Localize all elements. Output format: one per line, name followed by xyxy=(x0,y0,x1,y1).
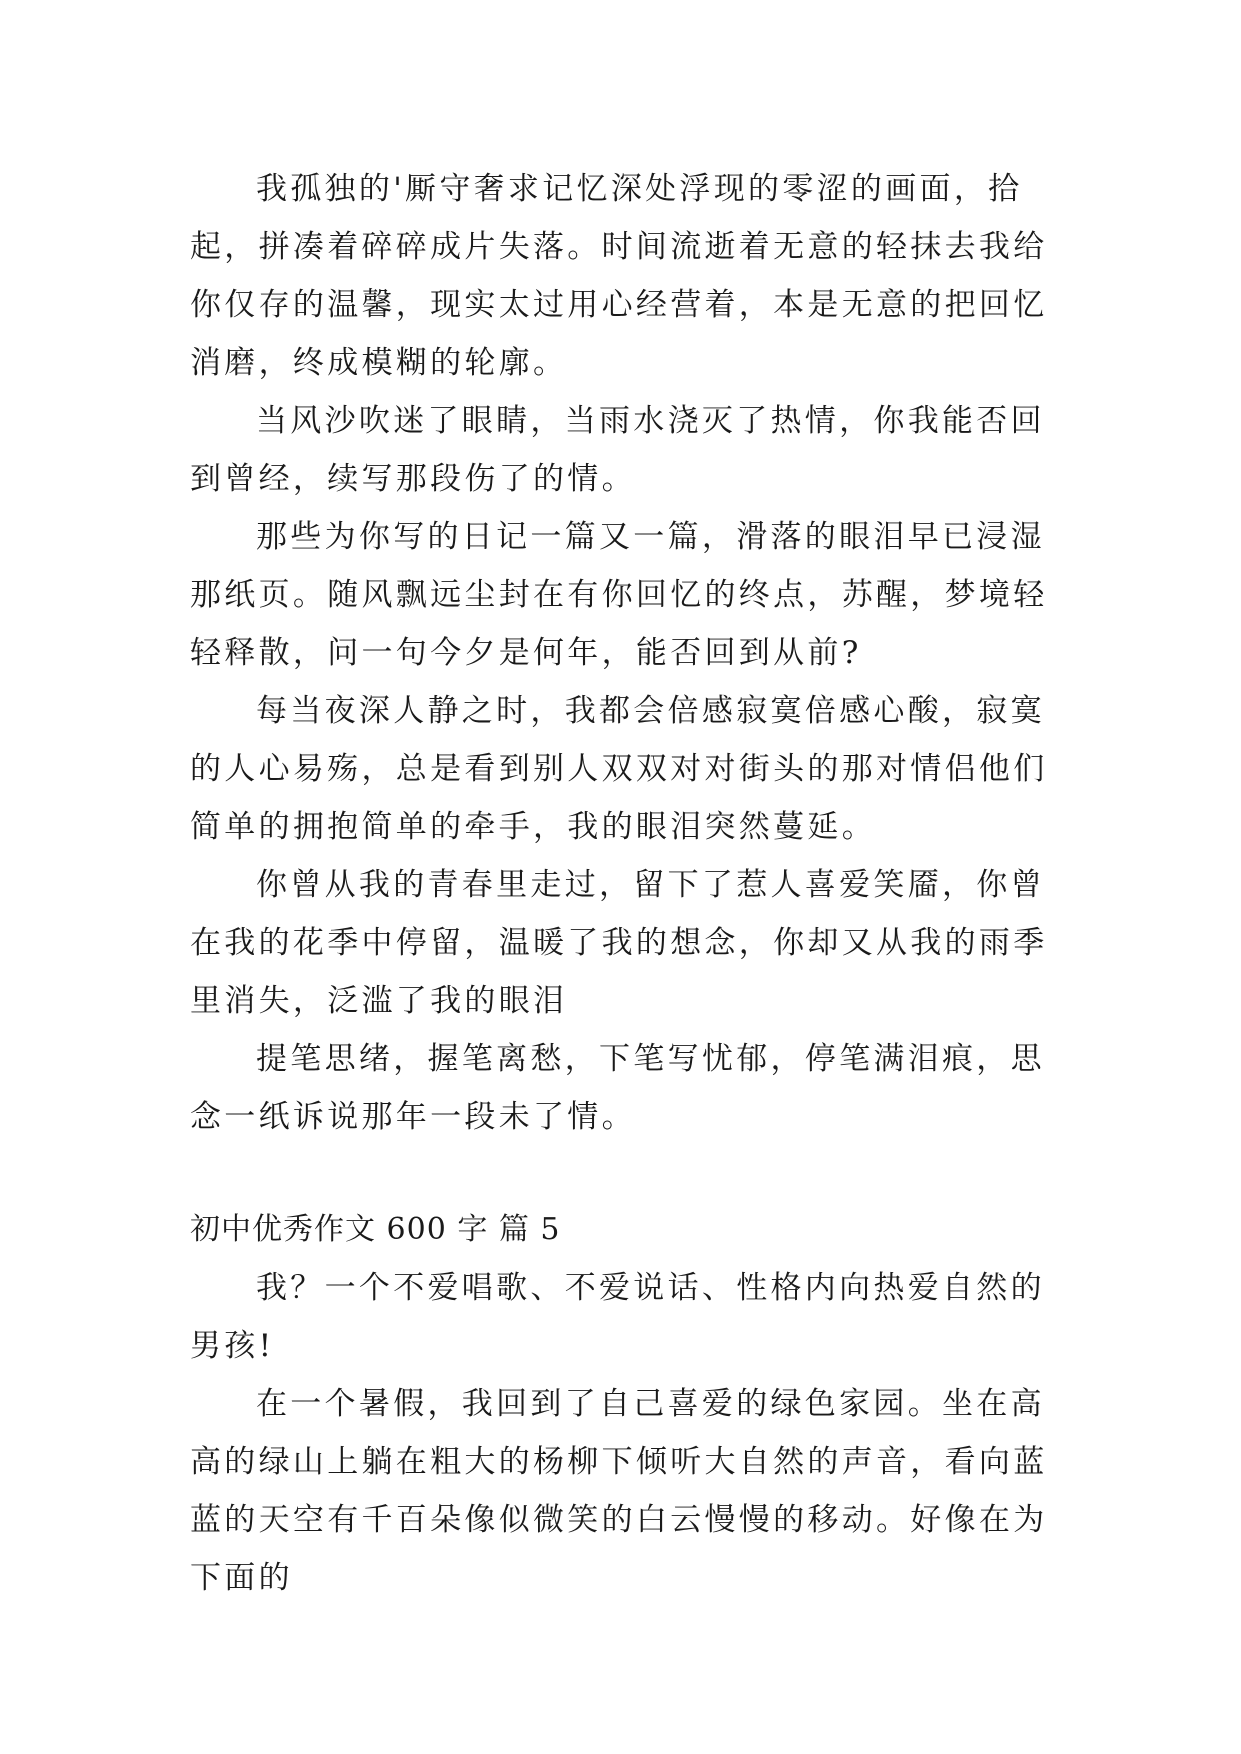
paragraph: 当风沙吹迷了眼睛，当雨水浇灭了热情，你我能否回到曾经，续写那段伤了的情。 xyxy=(190,403,1045,497)
paragraph: 每当夜深人静之时，我都会倍感寂寞倍感心酸，寂寞的人心易殇，总是看到别人双双对对街头的那对情侣他们简单的拥抱简单的牵手，我的眼泪突然蔓延。 xyxy=(190,693,1048,845)
paragraph: 你曾从我的青春里走过，留下了惹人喜爱笑靥，你曾在我的花季中停留，温暖了我的想念，你却又从我的雨季里消失，泛滥了我的眼泪 xyxy=(190,867,1048,1019)
paragraph: 提笔思绪，握笔离愁，下笔写忧郁，停笔满泪痕，思念一纸诉说那年一段未了情。 xyxy=(190,1041,1045,1135)
paragraph: 在一个暑假，我回到了自己喜爱的绿色家园。坐在高高的绿山上躺在粗大的杨柳下倾听大自然的声音，看向蓝蓝的天空有千百朵像似微笑的白云慢慢的移动。好像在为下面的 xyxy=(190,1386,1048,1596)
paragraph: 我？一个不爱唱歌、不爱说话、性格内向热爱自然的男孩! xyxy=(190,1270,1045,1364)
paragraph: 我孤独的'厮守奢求记忆深处浮现的零涩的画面，拾起，拼凑着碎碎成片失落。时间流逝着无意的轻抹去我给你仅存的温馨，现实太过用心经营着，本是无意的把回忆消磨，终成模糊的轮廓。 xyxy=(190,171,1048,381)
paragraph: 那些为你写的日记一篇又一篇，滑落的眼泪早已浸湿那纸页。随风飘远尘封在有你回忆的终点，苏醒，梦境轻轻释散，问一句今夕是何年，能否回到从前? xyxy=(190,519,1048,671)
section-title: 初中优秀作文 600 字 篇 5 xyxy=(190,1212,561,1247)
document-page xyxy=(190,160,1060,1607)
